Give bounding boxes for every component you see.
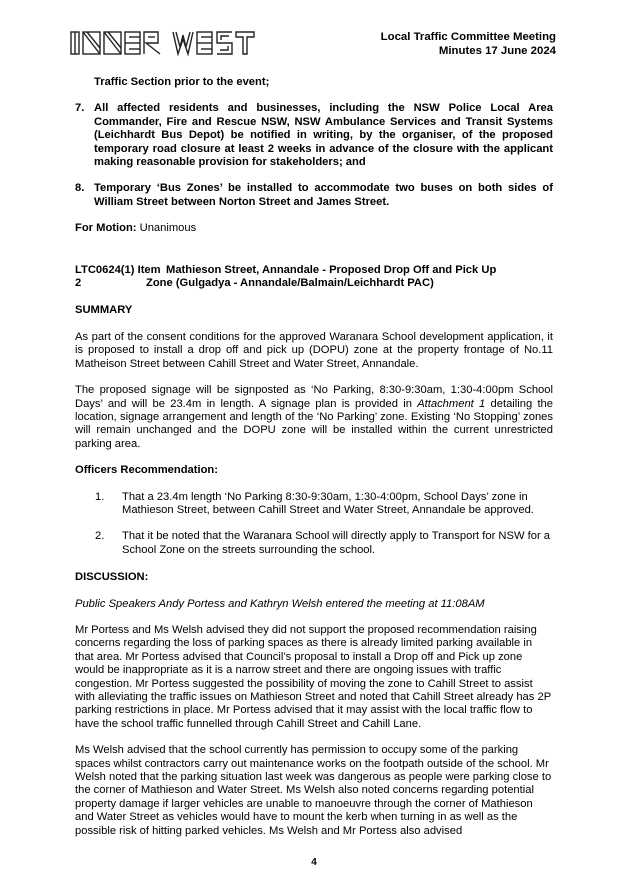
condition-number: 7. <box>75 102 85 115</box>
item-heading <box>75 264 553 291</box>
item-title-line2: Zone (Gulgadya - Annandale/Balmain/Leichhardt PAC) <box>146 277 434 290</box>
discussion-paragraph-2: Ms Welsh advised that the school currently has permission to occupy some of the parking spaces whilst contractors carry out maintenance works on the footpath outside of the school. Mr Welsh noted that the parking situation last week was dangerous as people were parking close to the corner of Mathieson and Water Street. Ms Welsh also noted concerns regarding potential property damage if larger vehicles are unable to manoeuvre through the corner of Mathieson and Water Street as vehicles would have to mount the kerb when turning in as well as the possible risk of hitting parked vehicles. Ms Welsh and Mr Portess also advised <box>75 744 552 837</box>
minutes-date: Minutes 17 June 2024 <box>438 45 556 57</box>
summary-heading: SUMMARY <box>75 304 133 317</box>
summary-paragraph-1: As part of the consent conditions for the approved Waranara School development application, it is proposed to install a drop off and pick up (DOPU) zone at the property frontage of No.11 Matheison Street between Cahill Street and Water Street, Annandale. <box>75 330 553 370</box>
attachment-reference: Attachment 1 <box>417 397 486 410</box>
discussion-heading: DISCUSSION: <box>75 571 149 584</box>
recommendation-heading: Officers Recommendation: <box>75 464 218 477</box>
summary-text: The proposed signage will be signposted as ‘No Parking, 8:30-9:30am, 1:30-4:00pm School Days’ and will be 23.4m in length. A signage plan is provided in <box>75 384 553 410</box>
discussion-paragraph-1: Mr Portess and Ms Welsh advised they did not support the proposed recommendation raising concerns regarding the loss of parking spaces as there is already limited parking available in that area. Mr Portess advised that Council’s proposal to install a Drop off and Pick up zone would be inappropriate as it is a narrow street and there are ongoing issues with traffic congestion. Mr Portess suggested the possibility of moving the zone to Cahill Street to assist with alleviating the traffic issues on Mathieson Street and noted that Cahill Street already has 2P parking restrictions in place. Mr Portess advised that it may assist with the local traffic flow to have the school traffic funnelled through Cahill Street and Cahill Lane. <box>75 623 551 730</box>
item-code: LTC0624(1) Item 2 <box>75 263 161 290</box>
recommendation-text: That it be noted that the Waranara School will directly apply to Transport for NSW for a School Zone on the streets surrounding the school. <box>122 530 551 556</box>
inner-west-logo <box>70 29 270 57</box>
item-title <box>146 263 553 291</box>
meeting-title: Local Traffic Committee Meeting <box>380 31 556 43</box>
recommendation-number: 2. <box>95 530 105 543</box>
recommendation-item-1 <box>75 491 553 518</box>
recommendation-text: That a 23.4m length ‘No Parking 8:30-9:30am, 1:30-4:00pm, School Days’ zone in Mathieson Street, between Cahill Street and Water Street, Annandale be approved. <box>122 490 534 516</box>
page-number: 4 <box>311 857 317 868</box>
recommendation-item-2 <box>75 530 553 557</box>
condition-number: 8. <box>75 182 85 195</box>
condition-item-8 <box>75 182 553 209</box>
condition-item-7 <box>75 102 553 169</box>
for-motion-value: Unanimous <box>136 222 197 235</box>
item-title-line1: Mathieson Street, Annandale - Proposed Drop Off and Pick Up <box>166 263 497 276</box>
public-speakers-note: Public Speakers Andy Portess and Kathryn Welsh entered the meeting at 11:08AM <box>75 597 485 610</box>
recommendation-number: 1. <box>95 490 105 503</box>
condition-continuation: Traffic Section prior to the event; <box>94 76 270 88</box>
condition-text: All affected residents and businesses, including the NSW Police Local Area Commander, Fire and Rescue NSW, NSW Ambulance Services and Transit Systems (Leichhardt Bus Depot) be notified in writing, by the organiser, of the proposed temporary road closure at least 2 weeks in advance of the closure with the applicant making reasonable provision for stakeholders; and <box>94 102 553 169</box>
condition-text: Temporary ‘Bus Zones’ be installed to accommodate two buses on both sides of William Street between Norton Street and James Street. <box>94 182 553 208</box>
summary-text: detailing the location, signage arrangement and length of the ‘No Parking’ zone. Existing ‘No Stopping’ zones will remain unchanged and the DOPU zone will be installed within the current unrestricted parking area. <box>75 397 554 450</box>
for-motion-label: For Motion: <box>75 222 137 235</box>
document-body <box>75 76 553 838</box>
summary-paragraph-2 <box>75 384 553 451</box>
for-motion <box>75 222 553 235</box>
header-meeting-info <box>381 30 556 58</box>
